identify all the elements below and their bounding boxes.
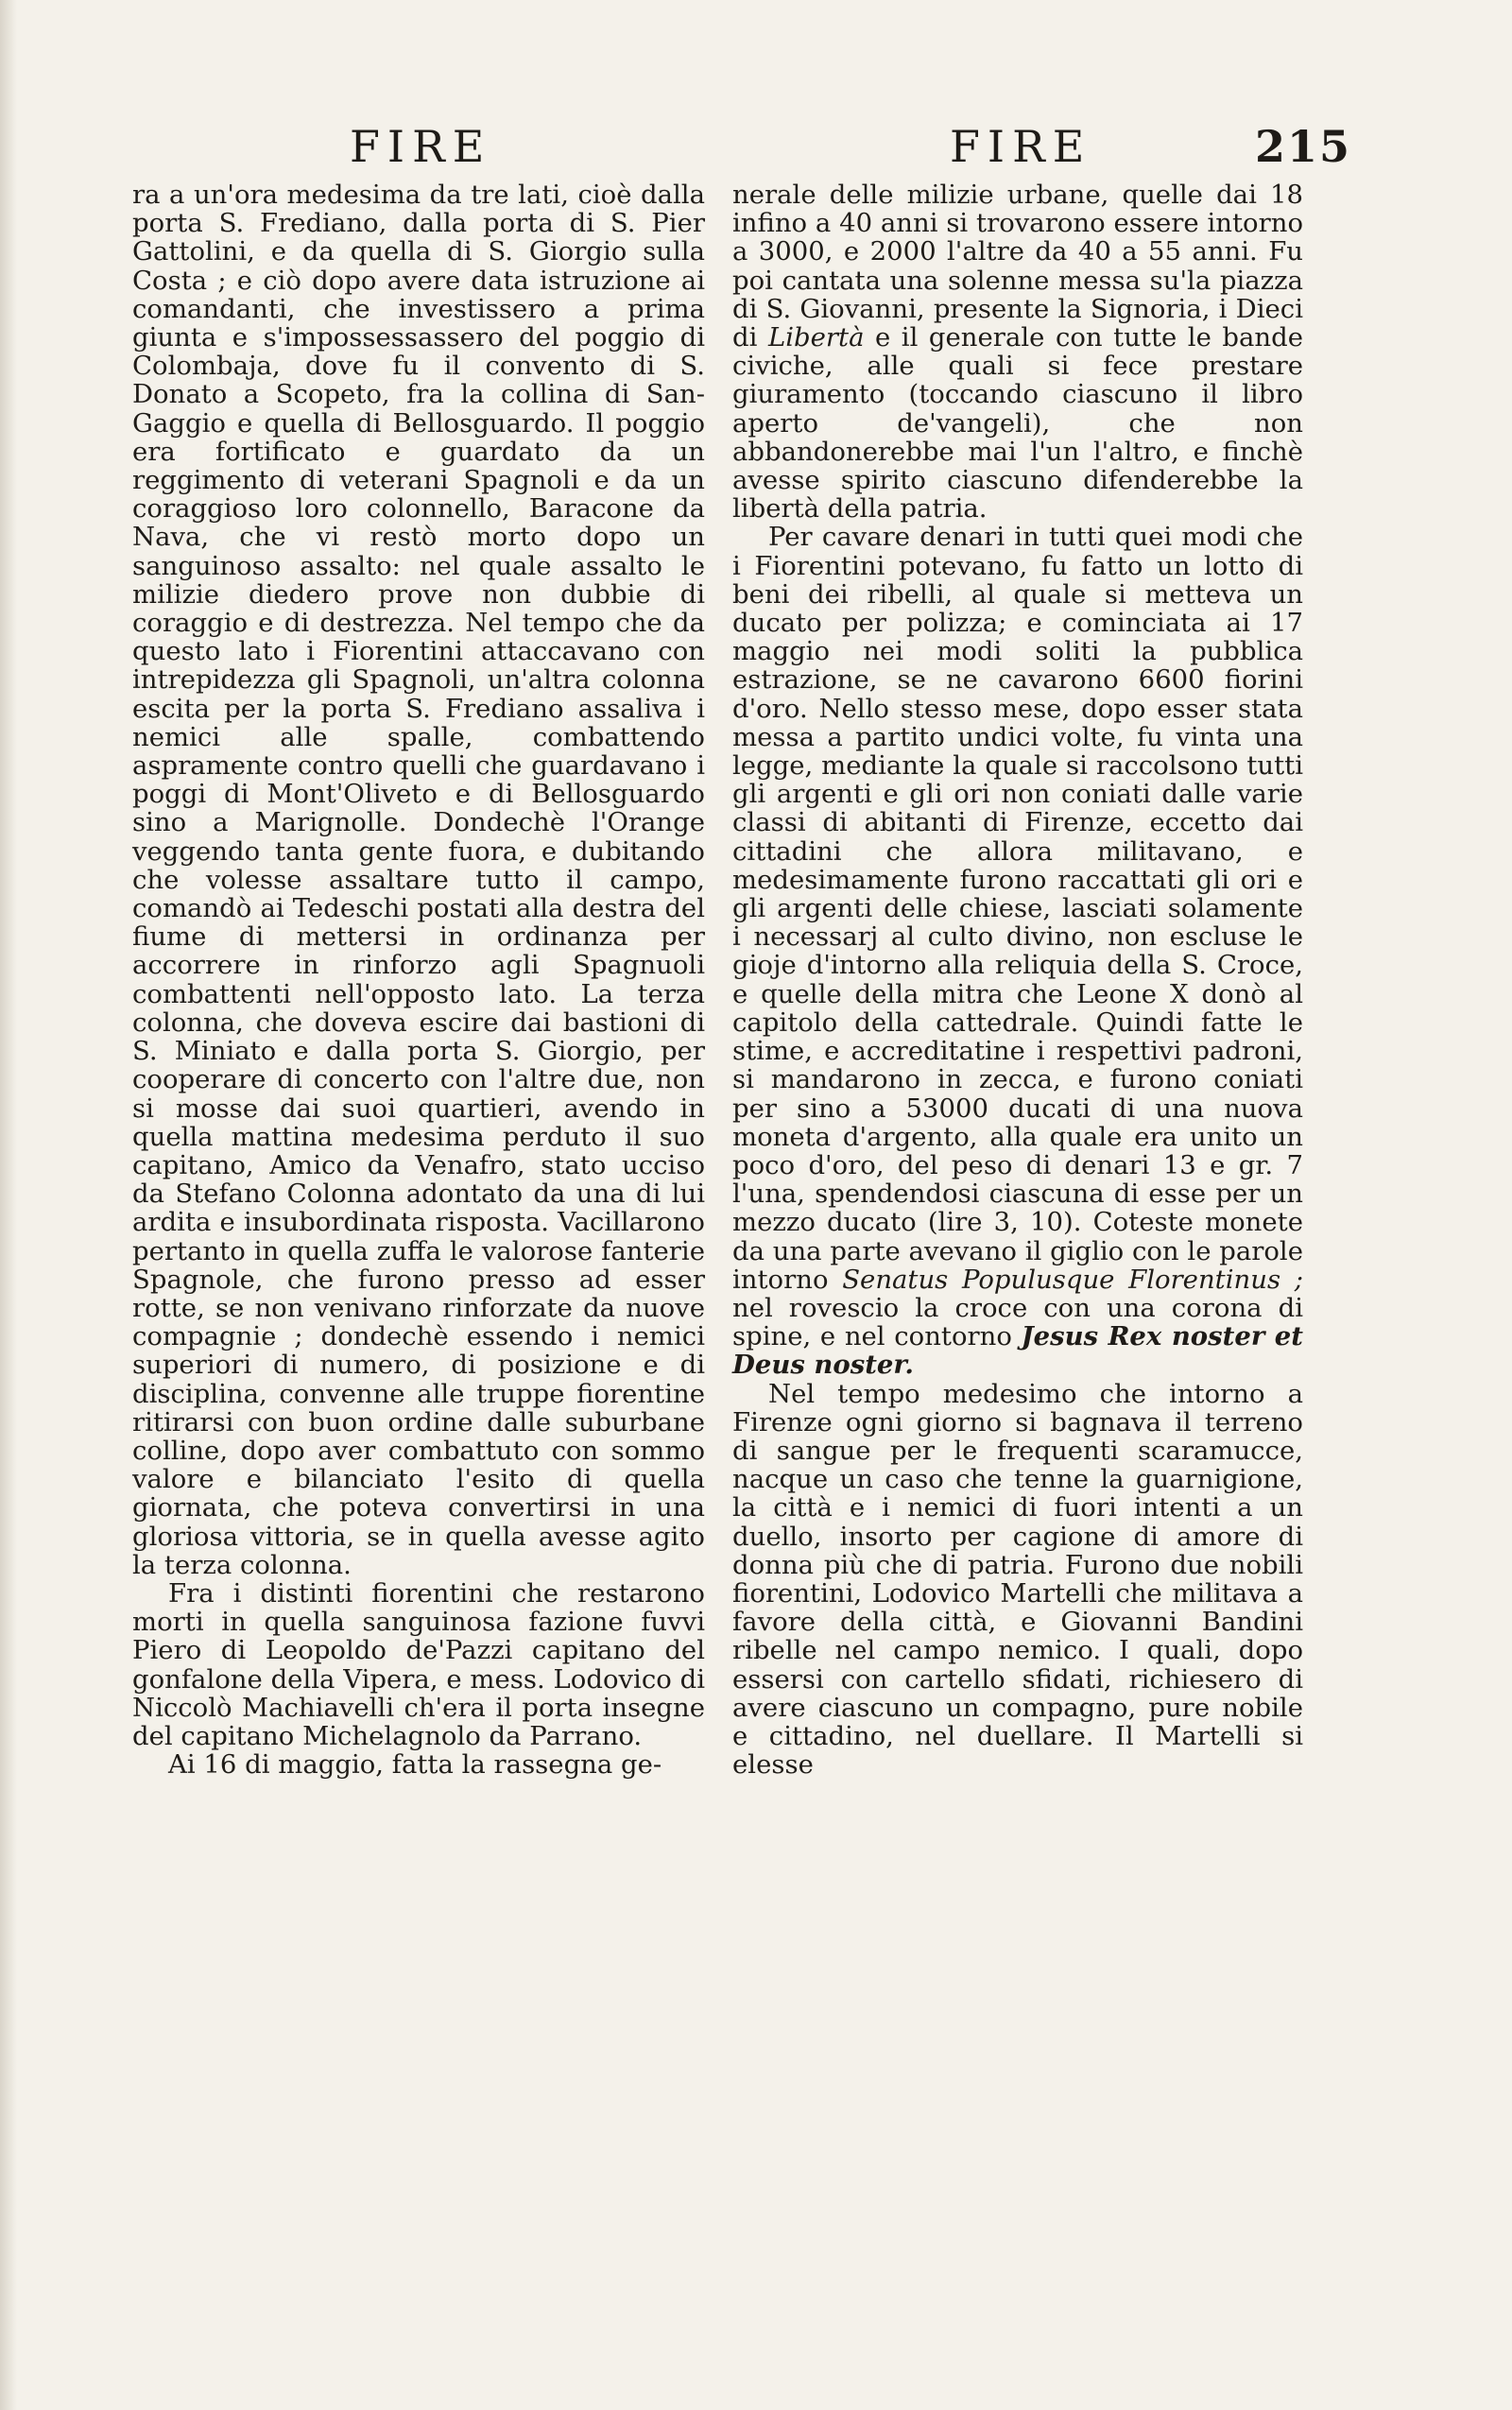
left-paragraph-3: Ai 16 di maggio, fatta la rassegna ge- [168, 1749, 662, 1781]
coin-motto-reverse: Jesus Rex noster et Deus noster. [732, 1321, 1304, 1381]
right-paragraph-2 [732, 523, 1303, 1379]
page-edge-shadow [0, 0, 17, 2410]
right-paragraph-3: Nel tempo medesimo che intorno a Firenze ogni giorno si bagnava il terreno di sangue per le frequenti scaramucce, nacque un caso che tenne la guarnigione, la città e i nemici di fuori intenti a un duello, insorto per cagione di amore di donna più che di patria. Furono due nobili fiorentini, Lodovico Martelli che militava a favore della città, e Giovanni Bandini ribelle nel campo nemico. I quali, dopo essersi con cartello sfidati, richiesero di avere ciascuno un compagno, pure nobile e cittadino, nel duellare. Il Martelli si elesse [732, 1378, 1303, 1781]
coin-motto-obverse: Senatus Populusque Florentinus ; [842, 1264, 1303, 1295]
right-paragraph-1-text-a: nerale delle milizie urbane, quelle dai 18 infino a 40 anni si trovarono essere intorno a 3000, e 2000 l'altre da 40 a 55 anni. Fu poi cantata una solenne messa su'la piazza di S. Giovanni, presente la Signoria, i Dieci di [732, 180, 1303, 353]
right-paragraph-2-text-a: Per cavare denari in tutti quei modi che i Fiorentini potevano, fu fatto un lotto di beni dei ribelli, al quale si metteva un ducato per polizza; e cominciata ai 17 maggio nei modi soliti la pubblica estrazione, se ne cavarono 6600 fiorini d'oro. Nello stesso mese, dopo esser stata messa a partito undici volte, fu vinta una legge, mediante la quale si raccolsono tutti gli argenti e gli ori non coniati dalle varie classi di abitanti di Firenze, eccetto dai cittadini che allora militavano, e medesimamente furono raccattati gli ori e gli argenti delle chiese, lasciati solamente i necessarj al culto divino, non escluse le gioje d'intorno alla reliquia della S. Croce, e quelle della mitra che Leone X donò al capitolo della cattedrale. Quindi fatte le stime, e accreditatine i respettivi padroni, si mandarono in zecca, e furono coniati per sino a 53000 ducati di una nuova moneta d'argento, alla quale era unito un poco d'oro, del peso di denari 13 e gr. 7 l'una, spendendosi ciascuna di esse per un mezzo ducato (lire 3, 10). Coteste monete da una parte avevano il giglio con le parole intorno [732, 522, 1303, 1295]
left-paragraph-2: Fra i distinti fiorentini che restarono morti in quella sanguinosa fazione fuvvi Piero di Leopoldo de'Pazzi capitano del gonfalone della Vipera, e mess. Lodovico di Niccolò Machiavelli ch'era il porta insegne del capitano Michelagnolo da Parrano. [132, 1577, 705, 1751]
right-paragraph-1 [732, 181, 1303, 523]
right-column [732, 181, 1303, 1779]
right-paragraph-1-text-b: e il generale con tutte le bande civiche, alle quali si fece prestare giuramento (toccando ciascuno il libro aperto de'vangeli), che non abbandonerebbe mai l'un l'altro, e finchè avesse spirito ciascuno difenderebbe la libertà della patria. [732, 322, 1304, 525]
left-column [132, 181, 705, 1779]
running-head-right: FIRE [950, 121, 1092, 172]
page-number: 215 [1255, 121, 1352, 172]
running-head-left: FIRE [350, 121, 492, 172]
left-paragraph-1: ra a un'ora medesima da tre lati, cioè dalla porta S. Frediano, dalla porta di S. Pier Gattolini, e da quella di S. Giorgio sulla Costa ; e ciò dopo avere data istruzione ai comandanti, che investissero a prima giunta e s'impossessassero del poggio di Colombaja, dove fu il convento di S. Donato a Scopeto, fra la collina di San-Gaggio e quella di Bellosguardo. Il poggio era fortificato e guardato da un reggimento di veterani Spagnoli e da un coraggioso loro colonnello, Baracone da Nava, che vi restò morto dopo un sanguinoso assalto: nel quale assalto le milizie diedero prove non dubbie di coraggio e di destrezza. Nel tempo che da questo lato i Fiorentini attaccavano con intrepidezza gli Spagnoli, un'altra colonna escita per la porta S. Frediano assaliva i nemici alle spalle, combattendo aspramente contro quelli che guardavano i poggi di Mont'Oliveto e di Bellosguardo sino a Marignolle. Dondechè l'Orange veggendo tanta gente fuora, e dubitando che volesse assaltare tutto il campo, comandò ai Tedeschi postati alla destra del fiume di mettersi in ordinanza per accorrere in rinforzo agli Spagnuoli combattenti nell'opposto lato. La terza colonna, che doveva escire dai bastioni di S. Miniato e dalla porta S. Giorgio, per cooperare di concerto con l'altre due, non si mosse dai suoi quartieri, avendo in quella mattina medesima perduto il suo capitano, Amico da Venafro, stato ucciso da Stefano Colonna adontato da una di lui ardita e insubordinata risposta. Vacillarono pertanto in quella zuffa le valorose fanterie Spagnole, che furono presso ad esser rotte, se non venivano rinforzate da nuove compagnie ; dondechè essendo i nemici superiori di numero, di posizione e di disciplina, convenne alle truppe fiorentine ritirarsi con buon ordine dalle suburbane colline, dopo aver combattuto con sommo valore e bilanciato l'esito di quella giornata, che poteva convertirsi in una gloriosa vittoria, se in quella avesse agito la terza colonna. [132, 180, 705, 1580]
right-paragraph-2-text-b: nel rovescio la croce con una corona di spine, e nel contorno [732, 1292, 1303, 1352]
liberta-italic: Libertà [767, 322, 865, 353]
